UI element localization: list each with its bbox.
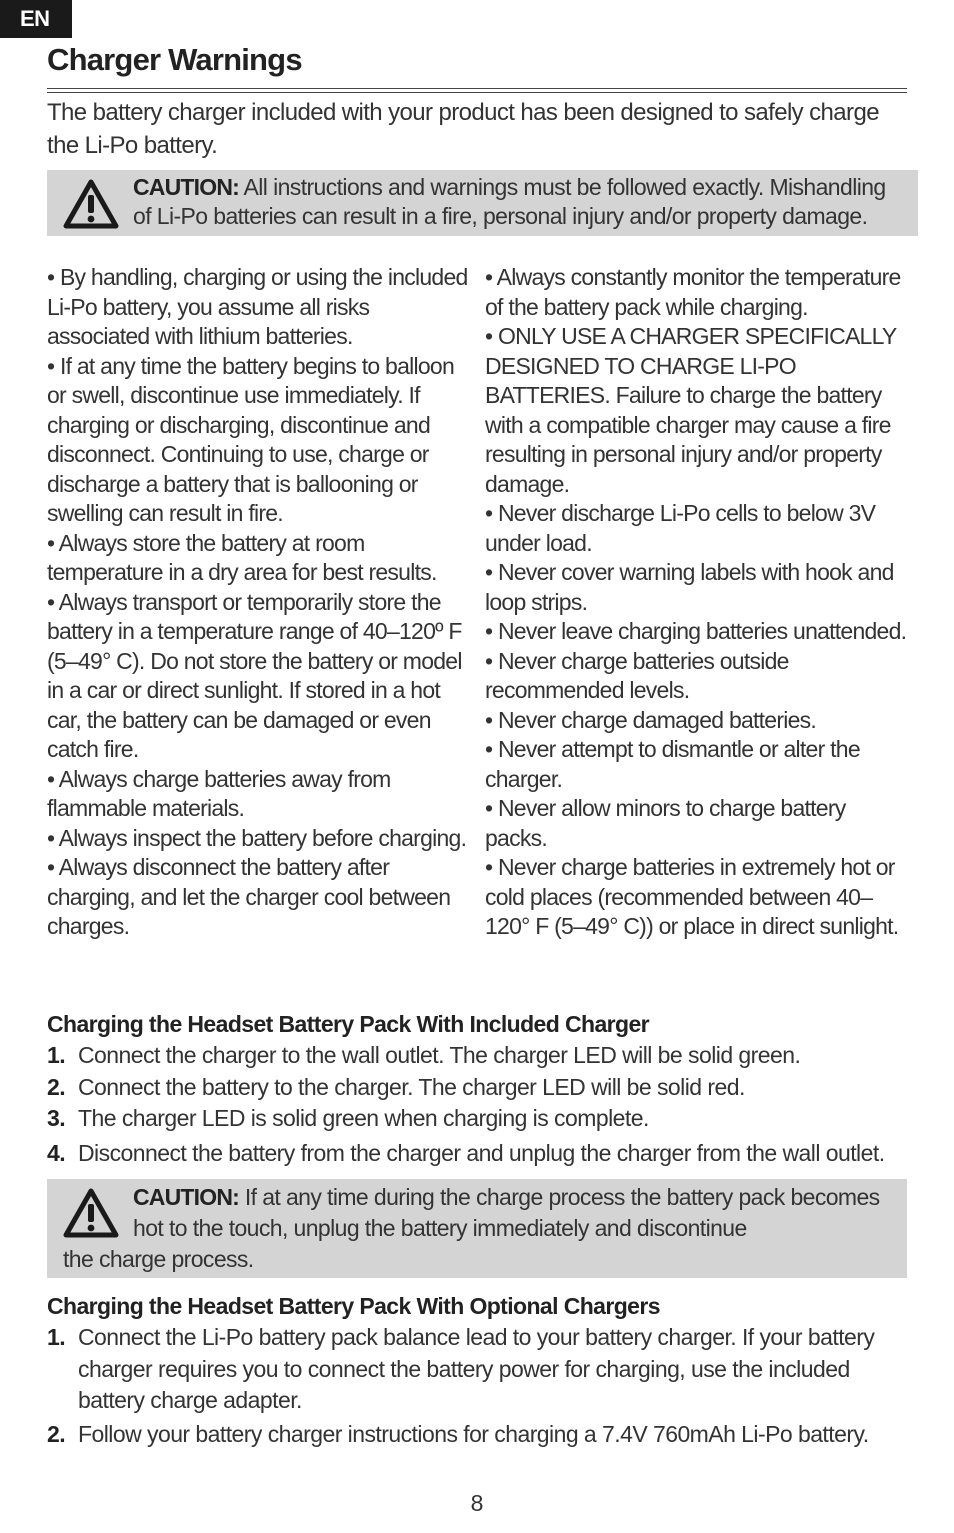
step-number: 1. — [47, 1324, 66, 1350]
step-number: 4. — [47, 1139, 66, 1166]
caution-text: If at any time during the charge process the battery pack becomes hot to the touch, unplug the battery immediately and discontinue — [133, 1184, 880, 1241]
step-item — [47, 1419, 917, 1451]
step-text: Connect the battery to the charger. The charger LED will be solid red. — [78, 1073, 745, 1100]
step-text: Connect the Li-Po battery pack balance lead to your battery charger. If your battery charger requires you to connect the battery power for charging, use the included battery charge adapter. — [78, 1324, 875, 1413]
step-item — [47, 1040, 917, 1072]
warning-bullet: • ONLY USE A CHARGER SPECIFICALLY DESIGNED TO CHARGE LI-PO BATTERIES. Failure to charge the battery with a compatible charger may cause a fire resulting in personal injury and/or property damage. — [485, 323, 897, 497]
caution-text: All instructions and warnings must be followed exactly. Mishandling of Li-Po batteries can result in a fire, personal injury and/or property damage. — [133, 174, 886, 229]
included-charger-steps — [47, 1040, 917, 1169]
warnings-right-column — [485, 263, 910, 942]
warning-triangle-icon — [63, 1187, 119, 1239]
step-text: Connect the charger to the wall outlet. The charger LED will be solid green. — [78, 1042, 801, 1068]
warning-bullet: • Never attempt to dismantle or alter the charger. — [485, 736, 860, 792]
warnings-left-column — [47, 263, 472, 942]
step-text: Follow your battery charger instructions for charging a 7.4V 760mAh Li-Po battery. — [78, 1420, 869, 1447]
language-tab: EN — [0, 0, 72, 38]
step-item — [47, 1103, 917, 1135]
step-number: 3. — [47, 1105, 66, 1131]
step-number: 2. — [47, 1073, 66, 1100]
step-number: 2. — [47, 1420, 66, 1447]
caution-text-tail: the charge process. — [63, 1246, 254, 1272]
warning-bullet: • Always disconnect the battery after charging, and let the charger cool between charges. — [47, 854, 451, 939]
page-number: 8 — [470, 1490, 484, 1516]
warning-bullet: • Never cover warning labels with hook and loop strips. — [485, 559, 894, 615]
caution-label: CAUTION: — [133, 1184, 240, 1210]
warning-bullet: • Never discharge Li-Po cells to below 3V under load. — [485, 500, 876, 556]
section-heading-included-charger: Charging the Headset Battery Pack With Included Charger — [47, 1011, 649, 1037]
warning-bullet: • By handling, charging or using the included Li-Po battery, you assume all risks associated with lithium batteries. — [47, 264, 468, 349]
warning-bullet: • Never allow minors to charge battery packs. — [485, 795, 846, 851]
warning-bullet: • Always store the battery at room temperature in a dry area for best results. — [47, 529, 437, 585]
warning-bullet: • Never charge batteries in extremely hot or cold places (recommended between 40–120° F (5–49° C)) or place in direct sunlight. — [485, 854, 899, 939]
step-item — [47, 1072, 917, 1104]
title-double-rule — [47, 88, 907, 93]
caution-box-charging — [47, 1179, 907, 1278]
warning-bullet: • Always inspect the battery before charging. — [47, 824, 467, 851]
caution-label: CAUTION: — [133, 174, 240, 200]
warning-bullet: • Always constantly monitor the temperature of the battery pack while charging. — [485, 264, 901, 320]
section-heading-optional-chargers: Charging the Headset Battery Pack With Optional Chargers — [47, 1293, 660, 1319]
step-item — [47, 1138, 917, 1170]
warning-bullet: • Always charge batteries away from flammable materials. — [47, 765, 391, 821]
caution-box-general — [47, 170, 918, 236]
step-number: 1. — [47, 1042, 66, 1068]
warning-bullet: • If at any time the battery begins to balloon or swell, discontinue use immediately. If charging or discharging, discontinue and disconnect. Continuing to use, charge or discharge a battery that is ballooning or swelling can result in fire. — [47, 352, 454, 526]
page-title: Charger Warnings — [47, 42, 302, 77]
step-text: The charger LED is solid green when charging is complete. — [78, 1105, 649, 1131]
warning-bullet: • Never charge damaged batteries. — [485, 706, 817, 733]
optional-charger-steps — [47, 1322, 917, 1450]
step-item — [47, 1322, 917, 1417]
warning-triangle-icon — [63, 178, 119, 230]
warning-bullet: • Never leave charging batteries unattended. — [485, 618, 907, 644]
step-text: Disconnect the battery from the charger and unplug the charger from the wall outlet. — [78, 1139, 885, 1166]
intro-paragraph: The battery charger included with your product has been designed to safely charge the Li-Po battery. — [47, 99, 879, 159]
warning-bullet: • Always transport or temporarily store the battery in a temperature range of 40–120º F (5–49° C). Do not store the battery or model in a car or direct sunlight. If stored in a hot car, the battery can be damaged or even catch fire. — [47, 588, 462, 762]
warning-bullet: • Never charge batteries outside recommended levels. — [485, 647, 789, 703]
